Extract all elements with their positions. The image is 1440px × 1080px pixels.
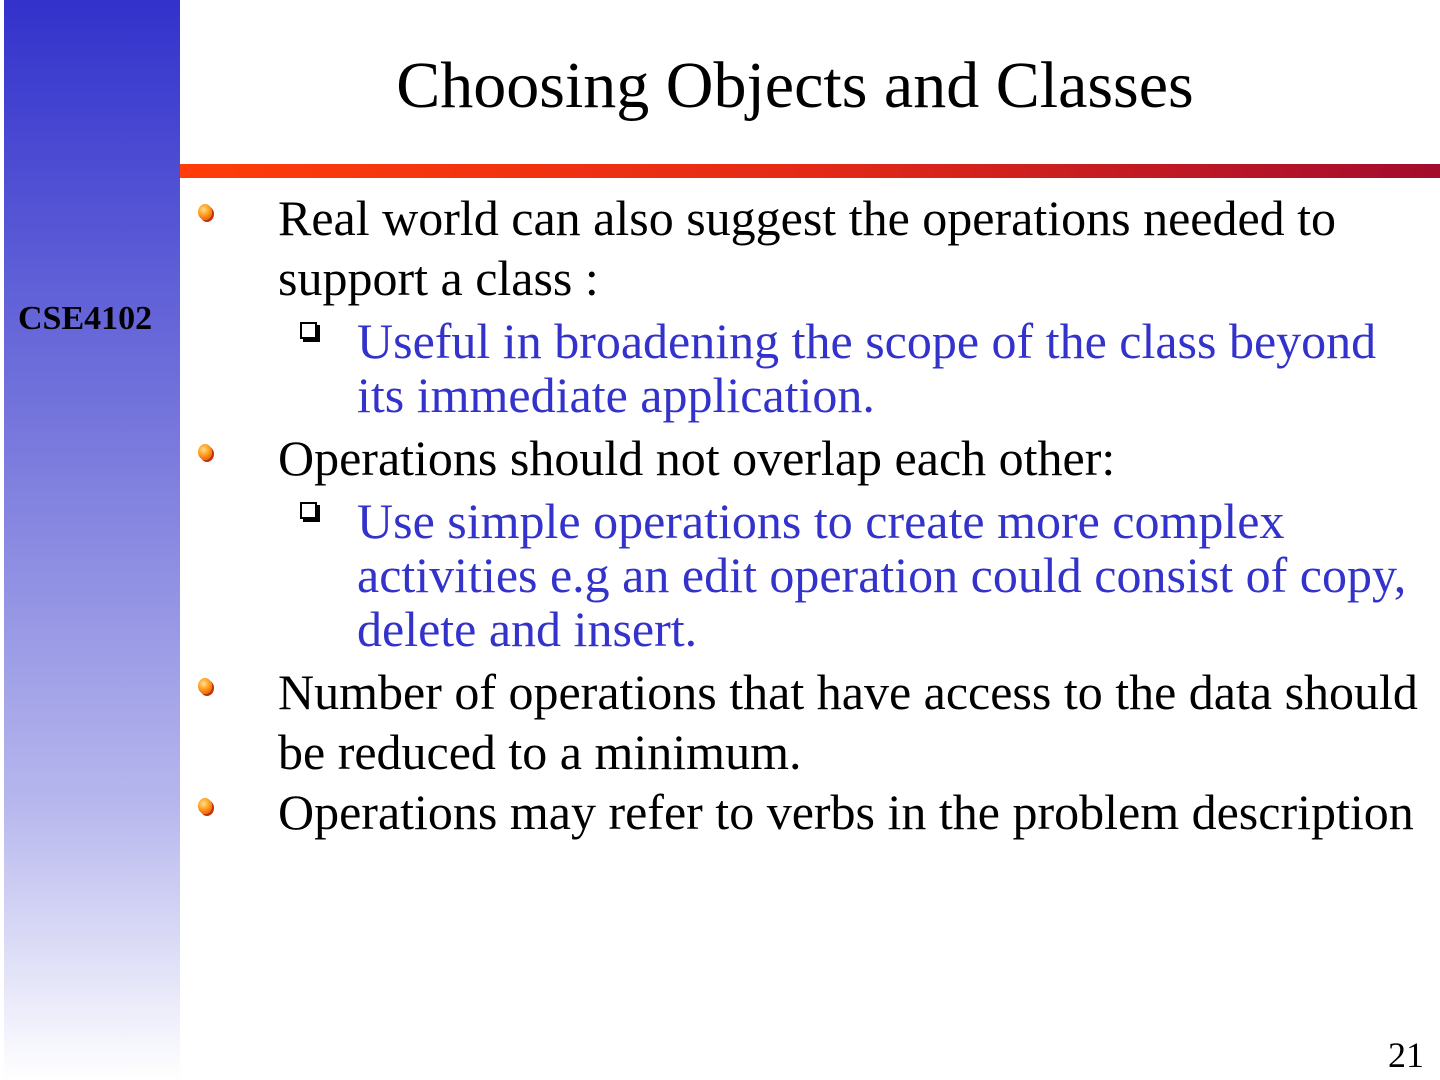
side-gradient-band: [4, 0, 180, 1080]
bullet-item: [180, 782, 1430, 842]
bullet-text: Operations should not overlap each other:: [278, 430, 1116, 486]
sub-bullet-text: Useful in broadening the scope of the class beyond its immediate application.: [357, 313, 1377, 423]
shadowed-square-bullet-icon: [300, 502, 317, 519]
bullet-list: [180, 188, 1430, 842]
shadowed-square-bullet-icon: [300, 322, 317, 339]
sub-bullet-item: [180, 494, 1430, 656]
bullet-text: Number of operations that have access to the data should be reduced to a minimum.: [278, 664, 1418, 780]
orange-sphere-bullet-icon: [198, 678, 212, 694]
page-number: 21: [1388, 1035, 1424, 1075]
bullet-item: [180, 662, 1430, 782]
orange-sphere-bullet-icon: [198, 204, 212, 220]
bullet-item: [180, 188, 1430, 308]
sub-bullet-item: [180, 314, 1430, 422]
sub-bullet-text: Use simple operations to create more complex activities e.g an edit operation could consist of copy, delete and insert.: [357, 493, 1407, 657]
bullet-text: Real world can also suggest the operations needed to support a class :: [278, 190, 1337, 306]
orange-sphere-bullet-icon: [198, 444, 212, 460]
course-code-label: CSE4102: [18, 300, 153, 337]
slide-title: Choosing Objects and Classes: [396, 49, 1194, 122]
bullet-item: [180, 428, 1430, 488]
title-divider-rule: [180, 164, 1440, 178]
orange-sphere-bullet-icon: [198, 798, 212, 814]
bullet-text: Operations may refer to verbs in the problem description: [278, 784, 1414, 840]
